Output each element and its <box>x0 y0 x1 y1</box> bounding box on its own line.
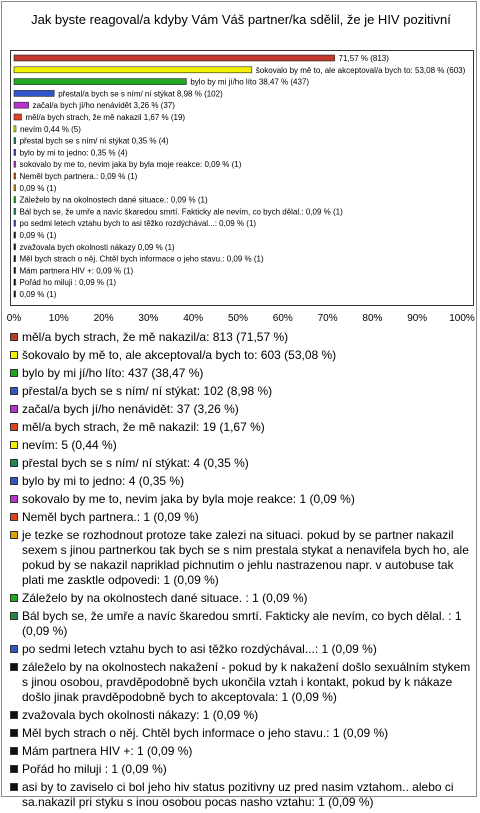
legend-item <box>10 420 476 435</box>
x-tick-label: 10% <box>48 313 69 324</box>
bar-19 <box>14 267 16 273</box>
legend-swatch <box>10 747 18 755</box>
legend-item <box>10 366 476 381</box>
bar-9 <box>14 149 16 155</box>
bar-4 <box>14 90 54 96</box>
bar-label-14: Bál bych se, že umře a navíc škaredou smrtí. Fakticky ale nevím, co bych dělal.: 0,09 % (1) <box>19 207 343 217</box>
legend-swatch <box>10 459 18 467</box>
bar-11 <box>14 173 16 179</box>
bar-label-8: přestal bych se s ním/ ní stýkat 0,35 % (4) <box>19 136 169 146</box>
legend-label: přestal bych se s ním/ ní stýkat: 4 (0,35 %) <box>22 456 249 470</box>
bar-label-15: po sedmi letech vztahu bych to asi těžko rozdýchával...: 0,09 % (1) <box>19 219 257 229</box>
bar-5 <box>14 102 29 108</box>
legend-label: bylo by mi to jedno: 4 (0,35 %) <box>22 474 185 488</box>
bar-label-18: Měl bych strach o něj. Chtěl bych informace o jeho stavu.: 0,09 % (1) <box>19 254 264 264</box>
plot-area <box>10 50 474 306</box>
legend-label: po sedmi letech vztahu bych to asi těžko rozdýchával...: 1 (0,09 %) <box>22 642 377 656</box>
legend <box>10 330 476 813</box>
bar-label-6: měl/a bych strach, že mě nakazil 1,67 % (19) <box>25 113 186 122</box>
x-tick-label: 70% <box>317 313 338 324</box>
chart-title: Jak byste reagoval/a kdyby Vám Váš partner/ka sdělil, že je HIV pozitivní <box>31 12 451 27</box>
bar-label-3: bylo by mi jí/ho líto 38,47 % (437) <box>190 77 310 87</box>
legend-item <box>10 708 476 723</box>
bar-label-5: začal/a bych jí/ho nenávidět 3,26 % (37) <box>32 101 175 111</box>
legend-item <box>10 348 476 363</box>
legend-swatch <box>10 333 18 341</box>
bar-label-7: nevím 0,44 % (5) <box>19 124 81 134</box>
legend-swatch <box>10 711 18 719</box>
legend-item <box>10 456 476 471</box>
bar-15 <box>14 220 16 226</box>
bar-label-9: bylo by mi to jedno: 0,35 % (4) <box>19 148 128 158</box>
legend-item <box>10 402 476 417</box>
bar-label-12: 0,09 % (1) <box>19 183 57 193</box>
legend-label: asi by to zaviselo ci bol jeho hiv status pozitivny uz pred nasim vztahom.. alebo ci sa.nakazil pri styku s inou osobou pocas nasho vztahu: 1 (0,09 %) <box>22 780 454 809</box>
x-tick-label: 60% <box>272 313 293 324</box>
legend-item <box>10 744 476 759</box>
legend-item <box>10 642 476 657</box>
chart-frame <box>1 1 477 809</box>
legend-swatch <box>10 477 18 485</box>
legend-swatch <box>10 495 18 503</box>
bar-10 <box>14 161 16 167</box>
bar-21 <box>14 291 16 297</box>
x-axis <box>2 306 480 328</box>
legend-label: Pořád ho miluji : 1 (0,09 %) <box>22 762 167 776</box>
bar-label-1: 71,57 % (813) <box>338 54 389 63</box>
legend-label: bylo by mi jí/ho líto: 437 (38,47 %) <box>22 366 204 380</box>
legend-swatch <box>10 594 18 602</box>
legend-item <box>10 762 476 777</box>
bar-18 <box>14 256 16 262</box>
legend-item <box>10 510 476 525</box>
legend-swatch <box>10 765 18 773</box>
bar-label-2: šokovalo by mě to, ale akceptoval/a bych to: 53,08 % (603) <box>255 65 466 75</box>
x-tick-label: 50% <box>227 313 249 324</box>
legend-label: zvažovala bych okolnosti nákazy: 1 (0,09 %) <box>22 708 259 722</box>
bar-6 <box>14 114 21 120</box>
bar-label-17: zvažovala bych okolnosti nákazy 0,09 % (1) <box>19 242 175 252</box>
x-tick-label: 20% <box>93 313 114 324</box>
legend-label: Záleželo by na okolnostech dané situace. : 1 (0,09 %) <box>22 591 308 605</box>
bar-20 <box>14 279 16 285</box>
legend-swatch <box>10 729 18 737</box>
legend-swatch <box>10 351 18 359</box>
legend-swatch <box>10 612 18 620</box>
bar-chart-svg <box>11 51 473 305</box>
legend-item <box>10 474 476 489</box>
bar-label-11: Neměl bych partnera.: 0,09 % (1) <box>19 172 138 181</box>
legend-swatch <box>10 513 18 521</box>
legend-label: měl/a bych strach, že mě nakazil: 19 (1,67 %) <box>22 420 265 434</box>
x-tick-label: 30% <box>138 313 159 324</box>
legend-swatch <box>10 405 18 413</box>
legend-swatch <box>10 645 18 653</box>
legend-item <box>10 528 476 588</box>
legend-item <box>10 591 476 606</box>
legend-label: záleželo by na okolnostech nakažení - pokud by k nakažení došlo sexuálním stykem s jinou osobou, pravděpodobně bych ukončila vztah i kontakt, pokud by k nákaze došlo jinak pravděpodobně bych to akceptovala: 1 (0,09 %) <box>22 660 471 704</box>
legend-item <box>10 660 476 705</box>
legend-item <box>10 609 476 639</box>
x-tick-label: 40% <box>183 313 204 324</box>
x-tick-label: 100% <box>449 313 475 324</box>
bar-14 <box>14 208 16 214</box>
legend-label: Mám partnera HIV +: 1 (0,09 %) <box>22 744 193 758</box>
legend-label: Bál bych se, že umře a navíc škaredou smrtí. Fakticky ale nevím, co bych dělal. : 1 (0,09 %) <box>22 609 462 638</box>
legend-label: měl/a bych strach, že mě nakazil/a: 813 (71,57 %) <box>22 330 289 344</box>
bar-2 <box>14 67 252 73</box>
legend-item <box>10 492 476 507</box>
bar-8 <box>14 138 16 144</box>
legend-label: šokovalo by mě to, ale akceptoval/a bych to: 603 (53,08 %) <box>22 348 337 362</box>
legend-label: nevím: 5 (0,44 %) <box>22 438 117 452</box>
bar-label-20: Pořád ho miluji : 0,09 % (1) <box>19 278 116 288</box>
x-tick-label: 80% <box>362 313 383 324</box>
legend-label: Neměl bych partnera.: 1 (0,09 %) <box>22 510 199 524</box>
legend-swatch <box>10 783 18 791</box>
bar-label-19: Mám partnera HIV +: 0,09 % (1) <box>19 266 134 276</box>
bar-label-13: Záleželo by na okolnostech dané situace.: 0,09 % (1) <box>19 195 208 205</box>
bar-label-10: sokovalo by me to, nevim jaka by byla moje reakce: 0,09 % (1) <box>19 160 242 170</box>
bar-7 <box>14 126 16 132</box>
bar-label-4: přestal/a bych se s ním/ ní stýkat 8,98 % (102) <box>58 89 223 99</box>
legend-label: je tezke se rozhodnout protoze take zalezi na situaci. pokud by se partner nakazil sexem s jinou partnerkou tak bych se s nim prestala stykat a nenavifela bych ho, ale pokud by se nakazil napriklad pichnutim o jehlu nastrazenou napr. v autobuse tak plati me zasktle odpovedi: 1 (0,09 %) <box>22 528 469 587</box>
bar-1 <box>14 55 335 61</box>
legend-swatch <box>10 369 18 377</box>
legend-item <box>10 780 476 810</box>
bar-13 <box>14 197 16 203</box>
x-tick-label: 0% <box>6 313 22 324</box>
legend-label: přestal/a bych se s ním/ ní stýkat: 102 (8,98 %) <box>22 384 273 398</box>
bar-12 <box>14 185 16 191</box>
legend-item <box>10 330 476 345</box>
bar-label-21: 0,09 % (1) <box>19 290 57 299</box>
legend-swatch <box>10 531 18 539</box>
legend-swatch <box>10 423 18 431</box>
legend-swatch <box>10 663 18 671</box>
bar-16 <box>14 232 16 238</box>
legend-swatch <box>10 441 18 449</box>
legend-label: Měl bych strach o něj. Chtěl bych informace o jeho stavu.: 1 (0,09 %) <box>22 726 389 740</box>
legend-label: začal/a bych jí/ho nenávidět: 37 (3,26 %) <box>22 402 239 416</box>
legend-item <box>10 726 476 741</box>
legend-item <box>10 384 476 399</box>
bar-17 <box>14 244 16 250</box>
legend-label: sokovalo by me to, nevim jaka by byla moje reakce: 1 (0,09 %) <box>22 492 355 506</box>
bar-label-16: 0,09 % (1) <box>19 231 57 240</box>
legend-item <box>10 438 476 453</box>
x-tick-label: 90% <box>407 313 428 324</box>
bar-3 <box>14 79 186 85</box>
legend-swatch <box>10 387 18 395</box>
